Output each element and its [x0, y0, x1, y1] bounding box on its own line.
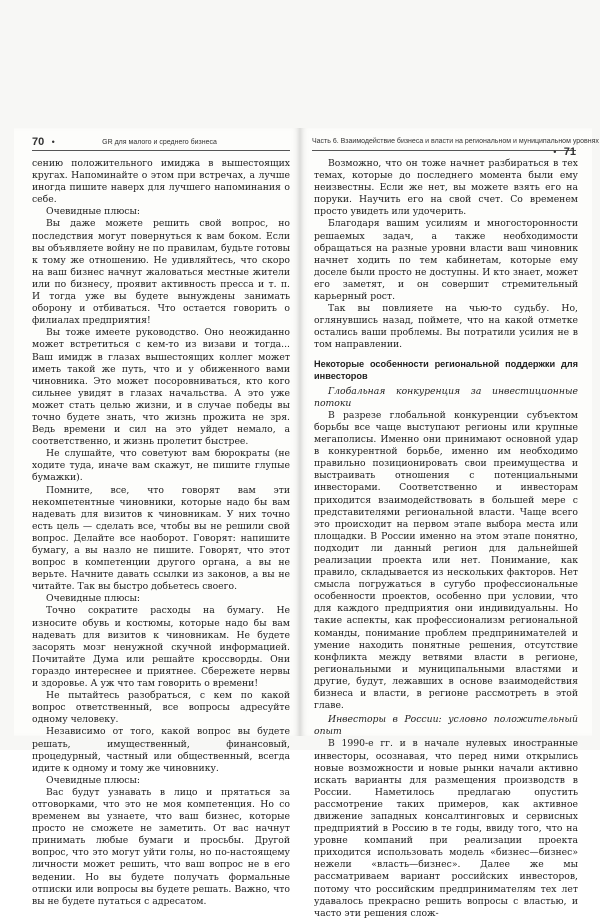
- running-title: Часть 6. Взаимодействие бизнеса и власти на региональном и муниципальном уровнях: [312, 138, 599, 145]
- running-title: GR для малого и среднего бизнеса: [102, 139, 217, 146]
- bullet-dot: •: [553, 147, 557, 157]
- paragraph: Так вы повлияете на чью-то судьбу. Но, оглянувшись назад, поймете, что на какой отметке остались ваши проблемы. Вы потратили усилия не в том направлении.: [314, 303, 578, 351]
- paragraph: Очевидные плюсы:: [46, 206, 140, 218]
- paragraph: Очевидные плюсы:: [46, 593, 140, 605]
- right-page-header: [312, 136, 599, 158]
- paragraph: Возможно, что он тоже начнет разбираться в тех темах, которые до последнего момента были ему неизвестны. Если же нет, вы можете взять его на поруки. Научить его на свой счет. Со временем просто увидеть или удочерить.: [314, 158, 578, 218]
- paragraph: Вас будут узнавать в лицо и прятаться за отговорками, что это не моя компетенция. Но со временем вы узнаете, что ваш бизнес, которые просто не сможете не заметить. От вас начнут принимать любые бумаги и просьбы. Другой вопрос, что это могут уйти голы, но по-настоящему личности может решить, что ваш вопрос не в его ведении. Но вы будете получать формальные отписки или вопросы вы будете решать. Важно, что вы не будете путаться с адресатом.: [32, 786, 290, 907]
- subheading: Глобальная конкуренция за инвестиционные потоки: [314, 385, 578, 409]
- paragraph: Не пытайтесь разобраться, с кем по какой вопрос ответственный, все вопросы адресуйте одному человеку.: [32, 690, 290, 726]
- paragraph: Независимо от того, какой вопрос вы будете решать, имущественный, финансовый, процедурный, частный или общественный, всегда идите к одному и тому же чиновнику.: [32, 726, 290, 774]
- paragraph: Очевидные плюсы:: [46, 774, 140, 786]
- paragraph: Не слушайте, что советуют вам бюрократы (не ходите туда, иначе вам скажут, не пишите глупые бумажки).: [32, 448, 290, 484]
- paragraph: Вы тоже имеете руководство. Оно неожиданно может встретиться с кем-то из визави и тогда... Ваш имидж в глазах вышестоящих коллег может иметь такой же путь, что и у обиженного вами чиновника. Это может посоровниваться, кто кого сильнее увидят в глазах начальства. А это уже может стать целью жизни, и в случае победы вы точно будете знать, что жизнь прожита не зря. Ведь времени и сил на это уйдет немало, а соответственно, и жизнь пролетит быстрее.: [32, 327, 290, 448]
- paragraph: В 1990-е гг. и в начале нулевых иностранные инвесторы, осознавая, что перед ними открылись новые возможности и новые рынки начали активно искать варианты для размещения производств в России. Наметилось предлагаю опустить рассмотрение таких примеров, как активное движение западных консалтинговых и сервисных предприятий в Россию в те годы, ввиду того, что на уровне компаний при реализации проекта приходится использовать модель «бизнес—бизнес» нежели «власть—бизнес». Далее же мы рассматриваем вариант российских инвесторов, потому что российским предпринимателям тех лет удавалось прекрасно решить вопросы с властью, и часто эти решения слож-: [314, 738, 578, 919]
- paragraph: В разрезе глобальной конкуренции субъектом борьбы все чаще выступают регионы или крупные мегаполисы. Именно они принимают основной удар в конкурентной борьбе, именно им необходимо правильно позиционировать свои преимущества и выстраивать отношения с потенциальными инвесторами. Соответственно и инвесторам приходится взаимодействовать в большей мере с представителями региональной власти. Чаще всего это происходит на первом этапе выбора места или площадки. В России именно на этом этапе понятно, подходит ли данный регион для дальнейшей реализации проекта или нет. Понимание, как правило, складывается из нескольких факторов. Нет смысла погружаться в сугубо профессиональные особенности проектов, особенно при условии, что для каждого предприятия они индивидуальны. Но такие аспекты, как профессионализм региональной команды, понимание проблем предпринимателей и умение находить понятные решения, отсутствие конфликта между ветвями власти в регионе, региональными и муниципальными властями и другие, будут, лежавших в основе взаимодействия бизнеса и власти, в регионе рассмотреть в этой главе.: [314, 409, 578, 712]
- paragraph: Точно сократите расходы на бумагу. Не износите обувь и костюмы, которые надо бы вам надевать для визитов к чиновникам. Не будете засорять мозг ненужной скучной информацией. Почитайте Дума или решайте кроссворды. Они гораздо интереснее и приятнее. Сбережете нервы и здоровье. А уж что там говорить о времени!: [32, 605, 290, 690]
- page-number: 70: [32, 136, 45, 148]
- right-page: [300, 128, 599, 919]
- paragraph: сению положительного имиджа в вышестоящих кругах. Напоминайте о этом при встречах, а лучше иногда пишите наверх для лучшего напоминания о себе.: [32, 158, 290, 206]
- section-heading: Некоторые особенности региональной поддержки для инвесторов: [314, 358, 578, 381]
- paragraph: Вы даже можете решить свой вопрос, но последствия могут повернуться к вам боком. Если вы объявляете войну не по правилам, будьте готовы к тому же отношению. Не удивляйтесь, что скоро на ваш бизнес начнут жаловаться местные жители или по бизнесу, проявит активность пресса и т. п. И тогда уже вы будете вынуждены занимать оборону и отбиваться. Что остается говорить о филиалах предприятия!: [32, 218, 290, 327]
- paragraph: Помните, все, что говорят вам эти некомпетентные чиновники, которые надо бы вам надевать для визитов к чиновникам. У них точно есть цель — сделать все, чтобы вы не решили свой вопрос. Делайте все наоборот. Говорят: напишите бумагу, а вы назло не пишите. Говорят, что этот вопрос в компетенции другого органа, а вы не верьте. Начните давать ссылки из законов, а вы не читайте. Так вы быстро добьетесь своего.: [32, 484, 290, 593]
- left-page-body: [32, 158, 290, 907]
- left-page-header: [32, 136, 290, 151]
- page-number: 71: [563, 146, 576, 158]
- right-page-body: [314, 158, 578, 919]
- paragraph: Благодаря вашим усилиям и многосторонности решаемых задач, а также необходимости обращаться на разные уровни власти ваш чиновник начнет ходить по тем кабинетам, которые ему доселе были просто не доступны. И кто знает, может его заметят, и он совершит стремительный карьерный рост.: [314, 218, 578, 303]
- bullet-dot: •: [51, 137, 55, 147]
- subheading: Инвесторы в России: условно положительный опыт: [314, 714, 578, 738]
- left-page: [14, 128, 300, 907]
